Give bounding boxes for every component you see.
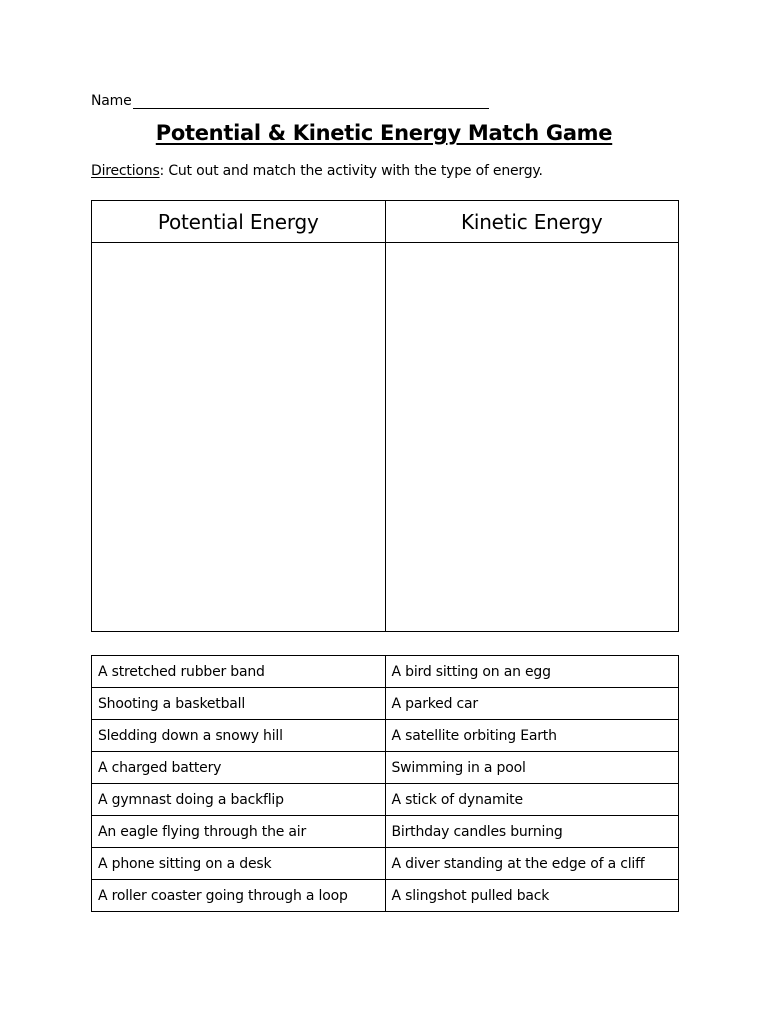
table-row [92, 752, 679, 784]
activity-card[interactable]: Swimming in a pool [385, 752, 679, 784]
page-title: Potential & Kinetic Energy Match Game [155, 121, 613, 145]
table-row [92, 784, 679, 816]
table-row [92, 720, 679, 752]
cards-table [91, 655, 679, 912]
activity-card[interactable]: A bird sitting on an egg [385, 656, 679, 688]
directions-label: Directions [91, 163, 160, 179]
potential-energy-dropzone[interactable] [92, 243, 386, 632]
activity-card[interactable]: A parked car [385, 688, 679, 720]
activity-card[interactable]: Sledding down a snowy hill [92, 720, 386, 752]
activity-card[interactable]: A gymnast doing a backflip [92, 784, 386, 816]
kinetic-energy-header: Kinetic Energy [385, 201, 679, 243]
name-blank-line[interactable] [133, 94, 489, 109]
activity-card[interactable]: A roller coaster going through a loop [92, 880, 386, 912]
activity-card[interactable]: A stick of dynamite [385, 784, 679, 816]
sort-table [91, 200, 679, 632]
directions [91, 163, 543, 179]
table-row [92, 656, 679, 688]
name-label: Name [91, 93, 132, 109]
activity-card[interactable]: An eagle flying through the air [92, 816, 386, 848]
potential-energy-header: Potential Energy [92, 201, 386, 243]
table-row [92, 688, 679, 720]
kinetic-energy-dropzone[interactable] [385, 243, 679, 632]
directions-text: : Cut out and match the activity with the type of energy. [159, 163, 543, 179]
activity-card[interactable]: Shooting a basketball [92, 688, 386, 720]
activity-card[interactable]: A satellite orbiting Earth [385, 720, 679, 752]
activity-card[interactable]: A charged battery [92, 752, 386, 784]
table-row [92, 880, 679, 912]
activity-card[interactable]: A stretched rubber band [92, 656, 386, 688]
activity-card[interactable]: Birthday candles burning [385, 816, 679, 848]
activity-card[interactable]: A phone sitting on a desk [92, 848, 386, 880]
name-field[interactable] [91, 93, 489, 109]
activity-card[interactable]: A slingshot pulled back [385, 880, 679, 912]
table-row [92, 816, 679, 848]
activity-card[interactable]: A diver standing at the edge of a cliff [385, 848, 679, 880]
table-row [92, 848, 679, 880]
